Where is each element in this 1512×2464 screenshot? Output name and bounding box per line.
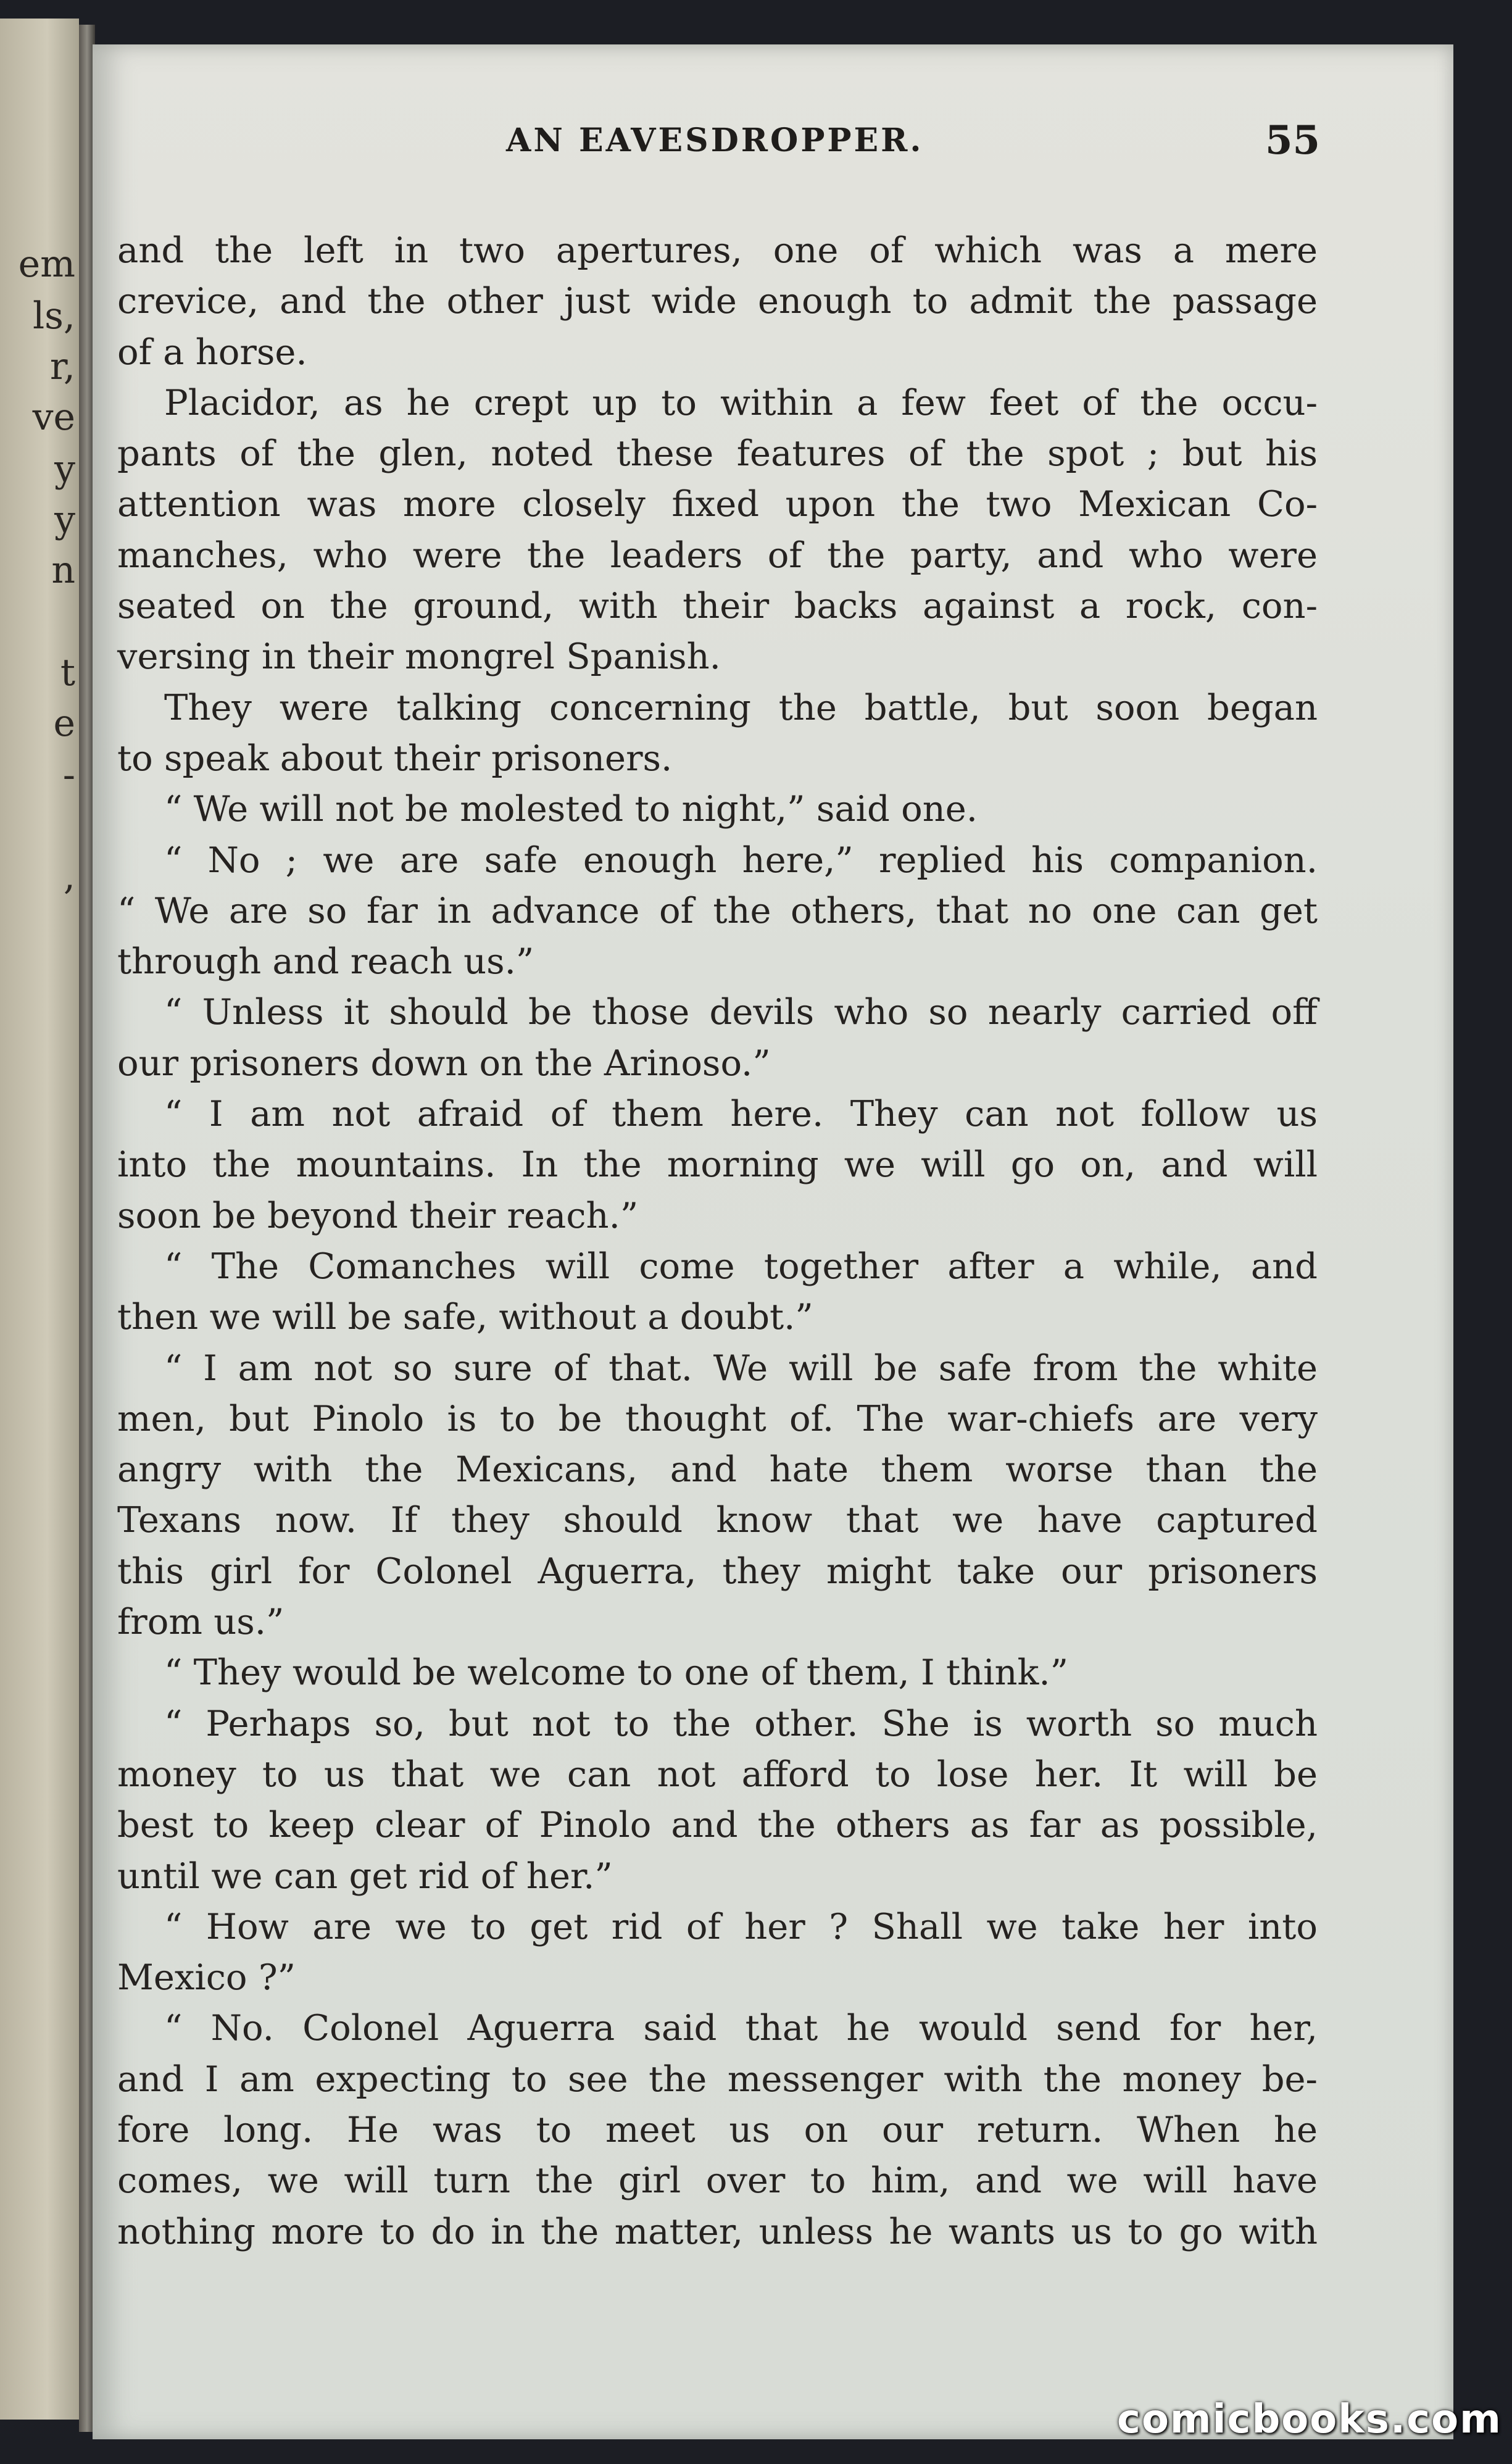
facing-page-edge <box>0 19 79 2420</box>
facing-page-fragment: ls, <box>32 294 75 338</box>
text-line: men, but Pinolo is to be thought of. The war-chiefs are very <box>117 1397 1318 1439</box>
text-line: attention was more closely fixed upon the two Mexican Co- <box>117 483 1318 525</box>
text-line: “ They would be welcome to one of them, I think.” <box>164 1652 1069 1694</box>
text-line: nothing more to do in the matter, unless he wants us to go with <box>117 2210 1318 2252</box>
text-line: to speak about their prisoners. <box>117 737 673 779</box>
text-line: “ How are we to get rid of her ? Shall we take her into <box>164 1905 1318 1947</box>
body-text <box>117 225 1318 2257</box>
text-line: soon be beyond their reach.” <box>117 1194 639 1236</box>
facing-page-fragment: n <box>51 549 75 592</box>
text-line: seated on the ground, with their backs against a rock, con- <box>117 585 1318 627</box>
text-line: Mexico ?” <box>117 1957 296 1999</box>
text-line: through and reach us.” <box>117 941 534 983</box>
text-line: our prisoners down on the Arinoso.” <box>117 1042 771 1084</box>
facing-page-fragment: e <box>53 702 75 745</box>
text-line: versing in their mongrel Spanish. <box>117 636 721 678</box>
text-line: “ Unless it should be those devils who so nearly carried off <box>164 991 1318 1033</box>
facing-page-fragment: y <box>54 498 75 541</box>
text-line: “ We will not be molested to night,” said one. <box>164 788 978 830</box>
facing-page-fragment: y <box>54 447 75 491</box>
text-line: “ We are so far in advance of the others, that no one can get <box>117 889 1318 931</box>
text-line: They were talking concerning the battle, but soon began <box>164 686 1318 728</box>
text-line: “ I am not afraid of them here. They can not follow us <box>164 1093 1318 1135</box>
text-line: then we will be safe, without a doubt.” <box>117 1296 813 1338</box>
text-line: “ The Comanches will come together after a while, and <box>164 1245 1318 1287</box>
text-line: fore long. He was to meet us on our return. When he <box>117 2108 1318 2150</box>
text-line: and I am expecting to see the messenger with the money be- <box>117 2058 1318 2100</box>
facing-page-fragment: em <box>18 243 75 286</box>
text-line: of a horse. <box>117 331 307 373</box>
watermark: comicbooks.com <box>1117 2397 1502 2442</box>
facing-page-fragment: - <box>62 754 75 797</box>
text-line: “ No. Colonel Aguerra said that he would send for her, <box>164 2007 1318 2049</box>
text-line: crevice, and the other just wide enough to admit the passage <box>117 280 1318 322</box>
text-line: best to keep clear of Pinolo and the others as far as possible, <box>117 1804 1318 1846</box>
facing-page-fragment: r, <box>49 345 75 388</box>
text-line: “ No ; we are safe enough here,” replied his companion. <box>164 839 1318 881</box>
text-line: pants of the glen, noted these features of the spot ; but his <box>117 433 1318 475</box>
text-line: this girl for Colonel Aguerra, they might take our prisoners <box>117 1550 1318 1592</box>
page-number: 55 <box>1265 117 1321 164</box>
facing-page-fragment: t <box>60 651 75 694</box>
text-line: from us.” <box>117 1601 285 1643</box>
text-line: and the left in two apertures, one of which was a mere <box>117 230 1318 271</box>
text-line: manches, who were the leaders of the party, and who were <box>117 534 1318 576</box>
text-line: Texans now. If they should know that we have captured <box>117 1499 1318 1541</box>
facing-page-fragment: ve <box>32 396 75 439</box>
facing-page-fragment: , <box>63 855 75 898</box>
text-line: money to us that we can not afford to lose her. It will be <box>117 1753 1318 1795</box>
text-line: Placidor, as he crept up to within a few feet of the occu- <box>164 381 1318 423</box>
text-line: into the mountains. In the morning we will go on, and will <box>117 1144 1318 1186</box>
text-line: “ I am not so sure of that. We will be safe from the white <box>164 1347 1318 1389</box>
text-line: “ Perhaps so, but not to the other. She is worth so much <box>164 1702 1318 1744</box>
text-line: comes, we will turn the girl over to him, and we will have <box>117 2160 1318 2202</box>
running-head: AN EAVESDROPPER. <box>506 122 924 159</box>
text-line: angry with the Mexicans, and hate them worse than the <box>117 1449 1318 1491</box>
text-line: until we can get rid of her.” <box>117 1855 613 1897</box>
